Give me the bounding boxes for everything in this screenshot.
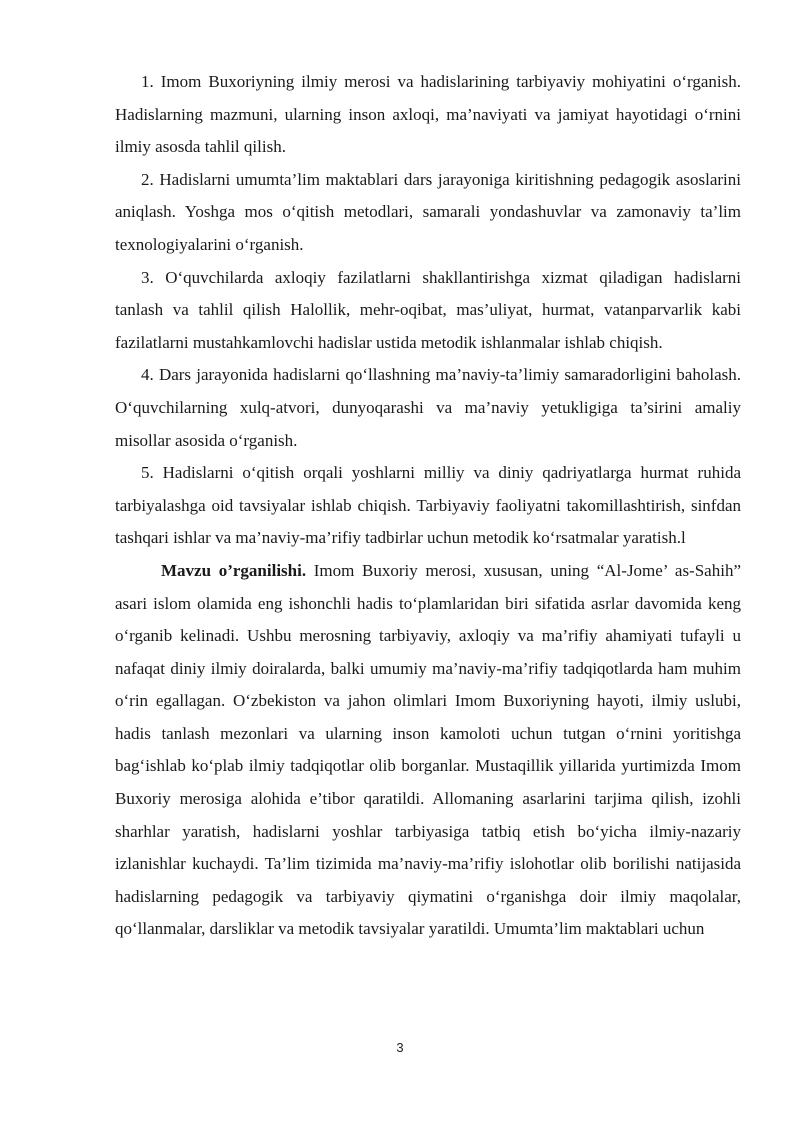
objective-paragraph-3: 3. O‘quvchilarda axloqiy fazilatlarni shakllantirishga xizmat qiladigan hadislarni tanlash va tahlil qilish Halollik, mehr-oqibat, mas’uliyat, hurmat, vatanparvarlik kabi fazilatlarni mustahkamlovchi hadislar ustida metodik ishlanmalar ishlab chiqish. (115, 267, 741, 352)
objective-paragraph-5: 5. Hadislarni o‘qitish orqali yoshlarni milliy va diniy qadriyatlarga hurmat ruhida tarbiyalashga oid tavsiyalar ishlab chiqish. Tarbiyaviy faoliyatni takomillashtirish, sinfdan tashqari ishlar va ma’naviy-ma’rifiy tadbirlar uchun metodik ko‘rsatmalar yaratish.l (115, 463, 741, 548)
objective-paragraph-2: 2. Hadislarni umumta’lim maktablari dars jarayoniga kiritishning pedagogik asoslarini aniqlash. Yoshga mos o‘qitish metodlari, samarali yondashuvlar va zamonaviy ta’lim texnologiyalarini o‘rganish. (115, 169, 741, 254)
topic-text: Imom Buxoriy merosi, xususan, uning “Al-Jome’ as-Sahih” asari islom olamida eng ishonchli hadis to‘plamlaridan biri sifatida asrlar davomida keng o‘rganib kelinadi. Ushbu merosning tarbiyaviy, axloqiy va ma’rifiy ahamiyati tufayli u nafaqat diniy ilmiy doiralarda, balki umumiy ma’naviy-ma’rifiy tadqiqotlarda ham muhim o‘rin egallagan. O‘zbekiston va jahon olimlari Imom Buxoriyning hayoti, ilmiy uslubi, hadis tanlash mezonlari va ularning inson kamoloti uchun tutgan o‘rnini yoritishga bag‘ishlab ko‘plab ilmiy tadqiqotlar olib borganlar. Mustaqillik yillarida yurtimizda Imom Buxoriy merosiga alohida e’tibor qaratildi. Allomaning asarlarini tarjima qilish, izohli sharhlar yaratish, hadislarni yoshlar tarbiyasiga tatbiq etish bo‘yicha ilmiy-nazariy izlanishlar kuchaydi. Ta’lim tizimida ma’naviy-ma’rifiy islohotlar olib borilishi natijasida hadislarning pedagogik va tarbiyaviy qiymatini o‘rganishga doir ilmiy maqolalar, qo‘llanmalar, darsliklar va metodik tavsiyalar yaratildi. Umumta’lim maktablari uchun (115, 560, 741, 939)
objective-paragraph-1: 1. Imom Buxoriyning ilmiy merosi va hadislarining tarbiyaviy mohiyatini o‘rganish. Hadislarning mazmuni, ularning inson axloqi, ma’naviyati va jamiyat hayotidagi o‘rnini ilmiy asosda tahlil qilish. (115, 72, 741, 157)
topic-heading: Mavzu o’rganilishi. (161, 560, 307, 580)
page-number: 3 (396, 1040, 404, 1055)
topic-paragraph (115, 555, 741, 946)
objective-paragraph-4: 4. Dars jarayonida hadislarni qo‘llashning ma’naviy-ta’limiy samaradorligini baholash. O‘quvchilarning xulq-atvori, dunyoqarashi va ma’naviy yetukligiga ta’sirini amaliy misollar asosida o‘rganish. (115, 365, 741, 450)
document-body (115, 66, 741, 946)
